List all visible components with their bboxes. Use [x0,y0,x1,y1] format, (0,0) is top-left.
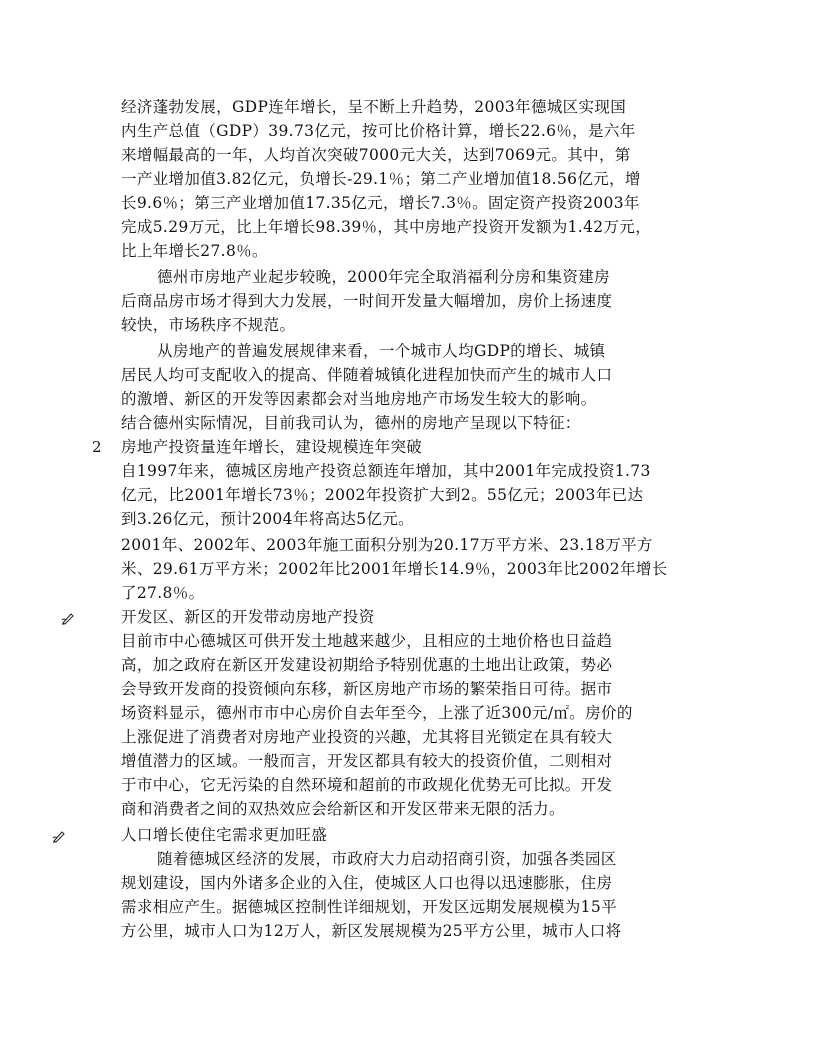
section-1-body-line: 了27.8％。 [121,584,205,602]
section-2-body-line: 场资料显示，德州市市中心房价自去年至今，上涨了近300元/㎡。房价的 [121,704,633,722]
paragraph-1-line: 经济蓬勃发展，GDP连年增长，呈不断上升趋势，2003年德城区实现国 [121,98,627,116]
section-1-heading: 房地产投资量连年增长，建设规模连年突破 [121,438,423,456]
section-2-heading: 开发区、新区的开发带动房地产投资 [121,608,375,626]
paragraph-1-line: 比上年增长27.8％。 [121,242,268,260]
paragraph-1-line: 内生产总值（GDP）39.73亿元，按可比价格计算，增长22.6％，是六年 [121,122,636,140]
paragraph-2-line: 后商品房市场才得到大力发展，一时间开发量大幅增加，房价上扬速度 [121,292,613,310]
section-2-body-line: 于市中心，它无污染的自然环境和超前的市政规化优势无可比拟。开发 [121,776,613,794]
section-3-body-line: 需求相应产生。据德城区控制性详细规划，开发区远期发展规模为15平 [121,898,617,916]
section-1-body-line: 亿元，比2001年增长73％；2002年投资扩大到2。55亿元；2003年已达 [121,486,644,504]
paragraph-1-line: 完成5.29万元，比上年增长98.39％，其中房地产投资开发额为1.42万元， [121,218,652,236]
paragraph-3-line: 的激增、新区的开发等因素都会对当地房地产市场发生较大的影响。 [121,390,597,408]
section-1-body-line: 自1997年来，德城区房地产投资总额连年增加，其中2001年完成投资1.73 [121,462,651,480]
writing-hand-icon [61,605,75,629]
paragraph-1-line: 来增幅最高的一年，人均首次突破7000元大关，达到7069元。其中，第 [121,146,631,164]
section-3-body-line: 随着德城区经济的发展，市政府大力启动招商引资，加强各类园区 [157,850,617,868]
section-3-body-line: 方公里，城市人口为12万人，新区发展规模为25平方公里，城市人口将 [121,922,622,940]
section-2-body-line: 目前市中心德城区可供开发土地越来越少，且相应的土地价格也日益趋 [121,632,613,650]
paragraph-2-line: 德州市房地产业起步较晚，2000年完全取消福利分房和集资建房 [157,268,610,286]
paragraph-1-line: 长9.6％；第三产业增加值17.35亿元，增长7.3％。固定资产投资2003年 [121,194,640,212]
paragraph-2-line: 较快，市场秩序不规范。 [121,316,296,334]
section-2-body-line: 高，加之政府在新区开发建设初期给予特别优惠的土地出让政策，势必 [121,656,613,674]
paragraph-3-line: 居民人均可支配收入的提高、伴随着城镇化进程加快而产生的城市人口 [121,366,613,384]
section-2-body-line: 会导致开发商的投资倾向东移，新区房地产市场的繁荣指日可待。据市 [121,680,613,698]
section-1-body-line: 米、29.61万平方米；2002年比2001年增长14.9％，2003年比2002年增长 [121,560,668,578]
writing-hand-icon [52,823,66,847]
section-1-number: 2 [92,438,102,456]
section-2-body-line: 上涨促进了消费者对房地产业投资的兴趣，尤其将目光锁定在具有较大 [121,728,613,746]
section-3-heading: 人口增长使住宅需求更加旺盛 [121,826,328,844]
paragraph-3-line: 从房地产的普遍发展规律来看，一个城市人均GDP的增长、城镇 [157,342,606,360]
paragraph-1-line: 一产业增加值3.82亿元，负增长-29.1％；第二产业增加值18.56亿元，增 [121,170,641,188]
section-1-body-line: 2001年、2002年、2003年施工面积分别为20.17万平方米、23.18万平方 [121,536,653,554]
section-2-body-line: 增值潜力的区域。一般而言，开发区都具有较大的投资价值，二则相对 [121,752,613,770]
paragraph-3-line: 结合德州实际情况，目前我司认为，德州的房地产呈现以下特征： [121,414,581,432]
section-1-body-line: 到3.26亿元，预计2004年将高达5亿元。 [121,510,415,528]
section-3-body-line: 规划建设，国内外诸多企业的入住，使城区人口也得以迅速膨胀，住房 [121,874,613,892]
section-2-body-line: 商和消费者之间的双热效应会给新区和开发区带来无限的活力。 [121,800,565,818]
